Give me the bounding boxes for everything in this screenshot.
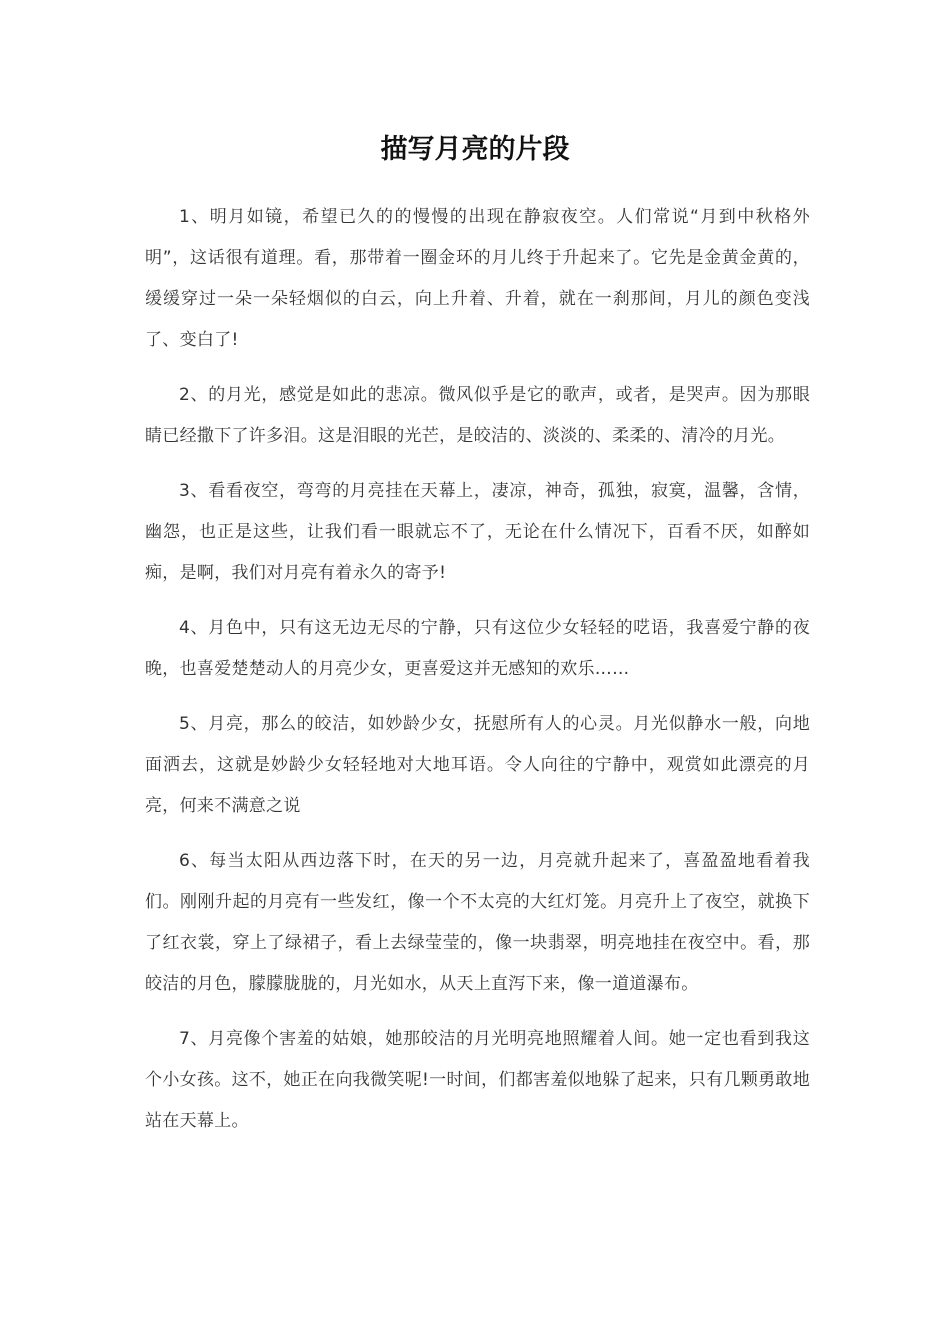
paragraph-4: 4、月色中，只有这无边无尽的宁静，只有这位少女轻轻的呓语，我喜爱宁静的夜晚，也喜爱楚楚动人的月亮少女，更喜爱这并无感知的欢乐…… [145, 618, 810, 679]
paragraph-6: 6、每当太阳从西边落下时，在天的另一边，月亮就升起来了，喜盈盈地看着我们。刚刚升起的月亮有一些发红，像一个不太亮的大红灯笼。月亮升上了夜空，就换下了红衣裳，穿上了绿裙子，看上去绿莹莹的，像一块翡翠，明亮地挂在夜空中。看，那皎洁的月色，朦朦胧胧的，月光如水，从天上直泻下来，像一道道瀑布。 [145, 851, 810, 994]
paragraph-2: 2、的月光，感觉是如此的悲凉。微风似乎是它的歌声，或者，是哭声。因为那眼睛已经撒下了许多泪。这是泪眼的光芒，是皎洁的、淡淡的、柔柔的、清冷的月光。 [145, 385, 810, 446]
document-title: 描写月亮的片段 [380, 134, 570, 165]
paragraph-7: 7、月亮像个害羞的姑娘，她那皎洁的月光明亮地照耀着人间。她一定也看到我这个小女孩。这不，她正在向我微笑呢!一时间，们都害羞似地躲了起来，只有几颗勇敢地站在天幕上。 [145, 1029, 810, 1131]
paragraph-3: 3、看看夜空，弯弯的月亮挂在天幕上，凄凉，神奇，孤独，寂寞，温馨，含情，幽怨，也正是这些，让我们看一眼就忘不了，无论在什么情况下，百看不厌，如醉如痴，是啊，我们对月亮有着永久的寄予! [145, 481, 810, 583]
paragraph-5: 5、月亮，那么的皎洁，如妙龄少女，抚慰所有人的心灵。月光似静水一般，向地面洒去，这就是妙龄少女轻轻地对大地耳语。令人向往的宁静中，观赏如此漂亮的月亮，何来不满意之说 [145, 714, 810, 816]
paragraph-1: 1、明月如镜，希望已久的的慢慢的出现在静寂夜空。人们常说“月到中秋格外明”，这话很有道理。看，那带着一圈金环的月儿终于升起来了。它先是金黄金黄的，缓缓穿过一朵一朵轻烟似的白云，向上升着、升着，就在一刹那间，月儿的颜色变浅了、变白了! [145, 207, 810, 350]
document-body [145, 197, 810, 1156]
